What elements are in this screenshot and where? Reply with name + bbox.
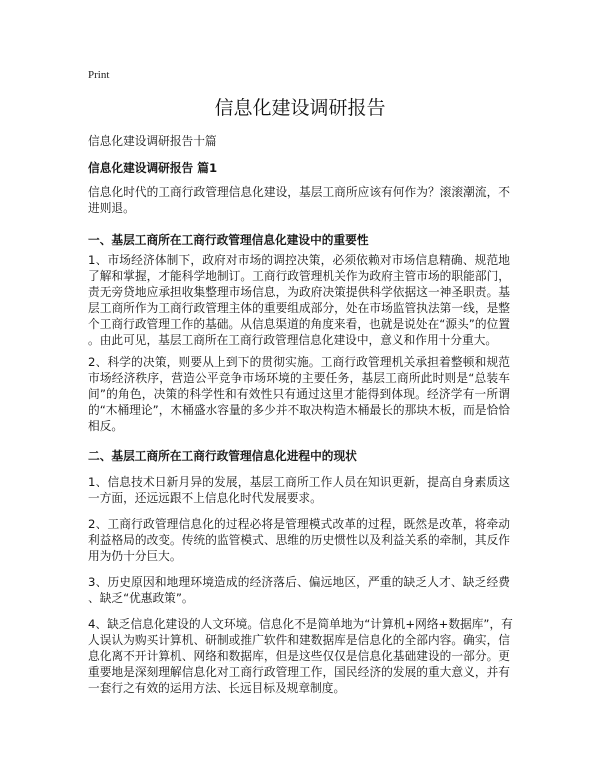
paragraph-line: 个工商行政管理工作的基础。从信息渠道的角度来看，也就是说处在“源头”的位置 — [88, 317, 510, 331]
document-title: 信息化建设调研报告 — [214, 97, 386, 119]
paragraph-line: 用为仍十分巨大。 — [88, 549, 182, 563]
paragraph-line: 相反。 — [88, 419, 124, 433]
article-heading — [88, 160, 510, 176]
intro-paragraph — [88, 184, 510, 216]
paragraph-line: 的“木桶理论”，木桶盛水容量的多少并不取决构造木桶最长的那块木板，而是恰恰 — [88, 403, 510, 417]
section-2-paragraph-4 — [88, 616, 513, 696]
paragraph-line: 进则退。 — [88, 201, 135, 215]
article-heading-text: 信息化建设调研报告 篇1 — [88, 161, 218, 175]
paragraph-line: 3、历史原因和地理环境造成的经济落后、偏远地区，严重的缺乏人才、缺乏经费 — [88, 575, 510, 589]
paragraph-line: 1、市场经济体制下，政府对市场的调控决策，必须依赖对市场信息精确、规范地 — [88, 253, 510, 267]
paragraph-line: 1、信息技术日新月异的发展，基层工商所工作人员在知识更新，提高自身素质这 — [88, 475, 510, 489]
document-subtitle — [88, 133, 510, 149]
section-2-paragraph-1 — [88, 474, 510, 506]
paragraph-line: 。由此可见，基层工商所在工商行政管理信息化建设中，意义和作用十分重大。 — [88, 333, 498, 347]
print-label: Print — [88, 69, 110, 81]
paragraph-line: 4、缺乏信息化建设的人文环境。信息化不是简单地为“计算机+网络+数据库”，有 — [88, 617, 513, 631]
paragraph-line: 一套行之有效的运用方法、长远目标及规章制度。 — [88, 681, 346, 695]
paragraph-line: 层工商所作为工商行政管理主体的重要组成部分，处在市场监管执法第一线，是整 — [88, 301, 510, 315]
paragraph-line: 息化离不开计算机、网络和数据库，但是这些仅仅是信息化基础建设的一部分。更 — [88, 649, 510, 663]
subtitle-text: 信息化建设调研报告十篇 — [88, 134, 217, 148]
section-1-paragraph-2 — [88, 354, 510, 434]
section-heading-1 — [88, 232, 510, 248]
paragraph-line: 2、工商行政管理信息化的过程必将是管理模式改革的过程，既然是改革，将牵动 — [88, 517, 510, 531]
section-1-paragraph-1 — [88, 252, 510, 348]
paragraph-line: 人误认为购买计算机、研制或推广软件和建数据库是信息化的全部内容。确实，信 — [88, 633, 510, 647]
paragraph-line: 市场经济秩序，营造公平竞争市场环境的主要任务，基层工商所此时则是“总装车 — [88, 371, 510, 385]
section-heading-text: 一、基层工商所在工商行政管理信息化建设中的重要性 — [88, 233, 369, 247]
section-2-paragraph-3 — [88, 574, 510, 606]
paragraph-line: 重要地是深刻理解信息化对工商行政管理工作，国民经济的发展的重大意义，并有 — [88, 665, 510, 679]
paragraph-line: 利益格局的改变。传统的监管模式、思维的历史惯性以及利益关系的牵制，其反作 — [88, 533, 510, 547]
paragraph-line: 了解和掌握，才能科学地制订。工商行政管理机关作为政府主管市场的职能部门， — [88, 269, 510, 283]
paragraph-line: 信息化时代的工商行政管理信息化建设，基层工商所应该有何作为？滚滚潮流，不 — [88, 185, 510, 199]
paragraph-line: 一方面，还远远跟不上信息化时代发展要求。 — [88, 491, 322, 505]
section-heading-2 — [88, 448, 510, 464]
paragraph-line: 间”的角色，决策的科学性和有效性只有通过这里才能得到体现。经济学有一所谓 — [88, 387, 510, 401]
section-2-paragraph-2 — [88, 516, 510, 564]
section-heading-text: 二、基层工商所在工商行政管理信息化进程中的现状 — [88, 449, 357, 463]
paragraph-line: 2、科学的决策，则要从上到下的贯彻实施。工商行政管理机关承担着整顿和规范 — [88, 355, 510, 369]
paragraph-line: 、缺乏“优惠政策”。 — [88, 591, 194, 605]
paragraph-line: 责无旁贷地应承担收集整理市场信息，为政府决策提供科学依据这一神圣职责。基 — [88, 285, 510, 299]
